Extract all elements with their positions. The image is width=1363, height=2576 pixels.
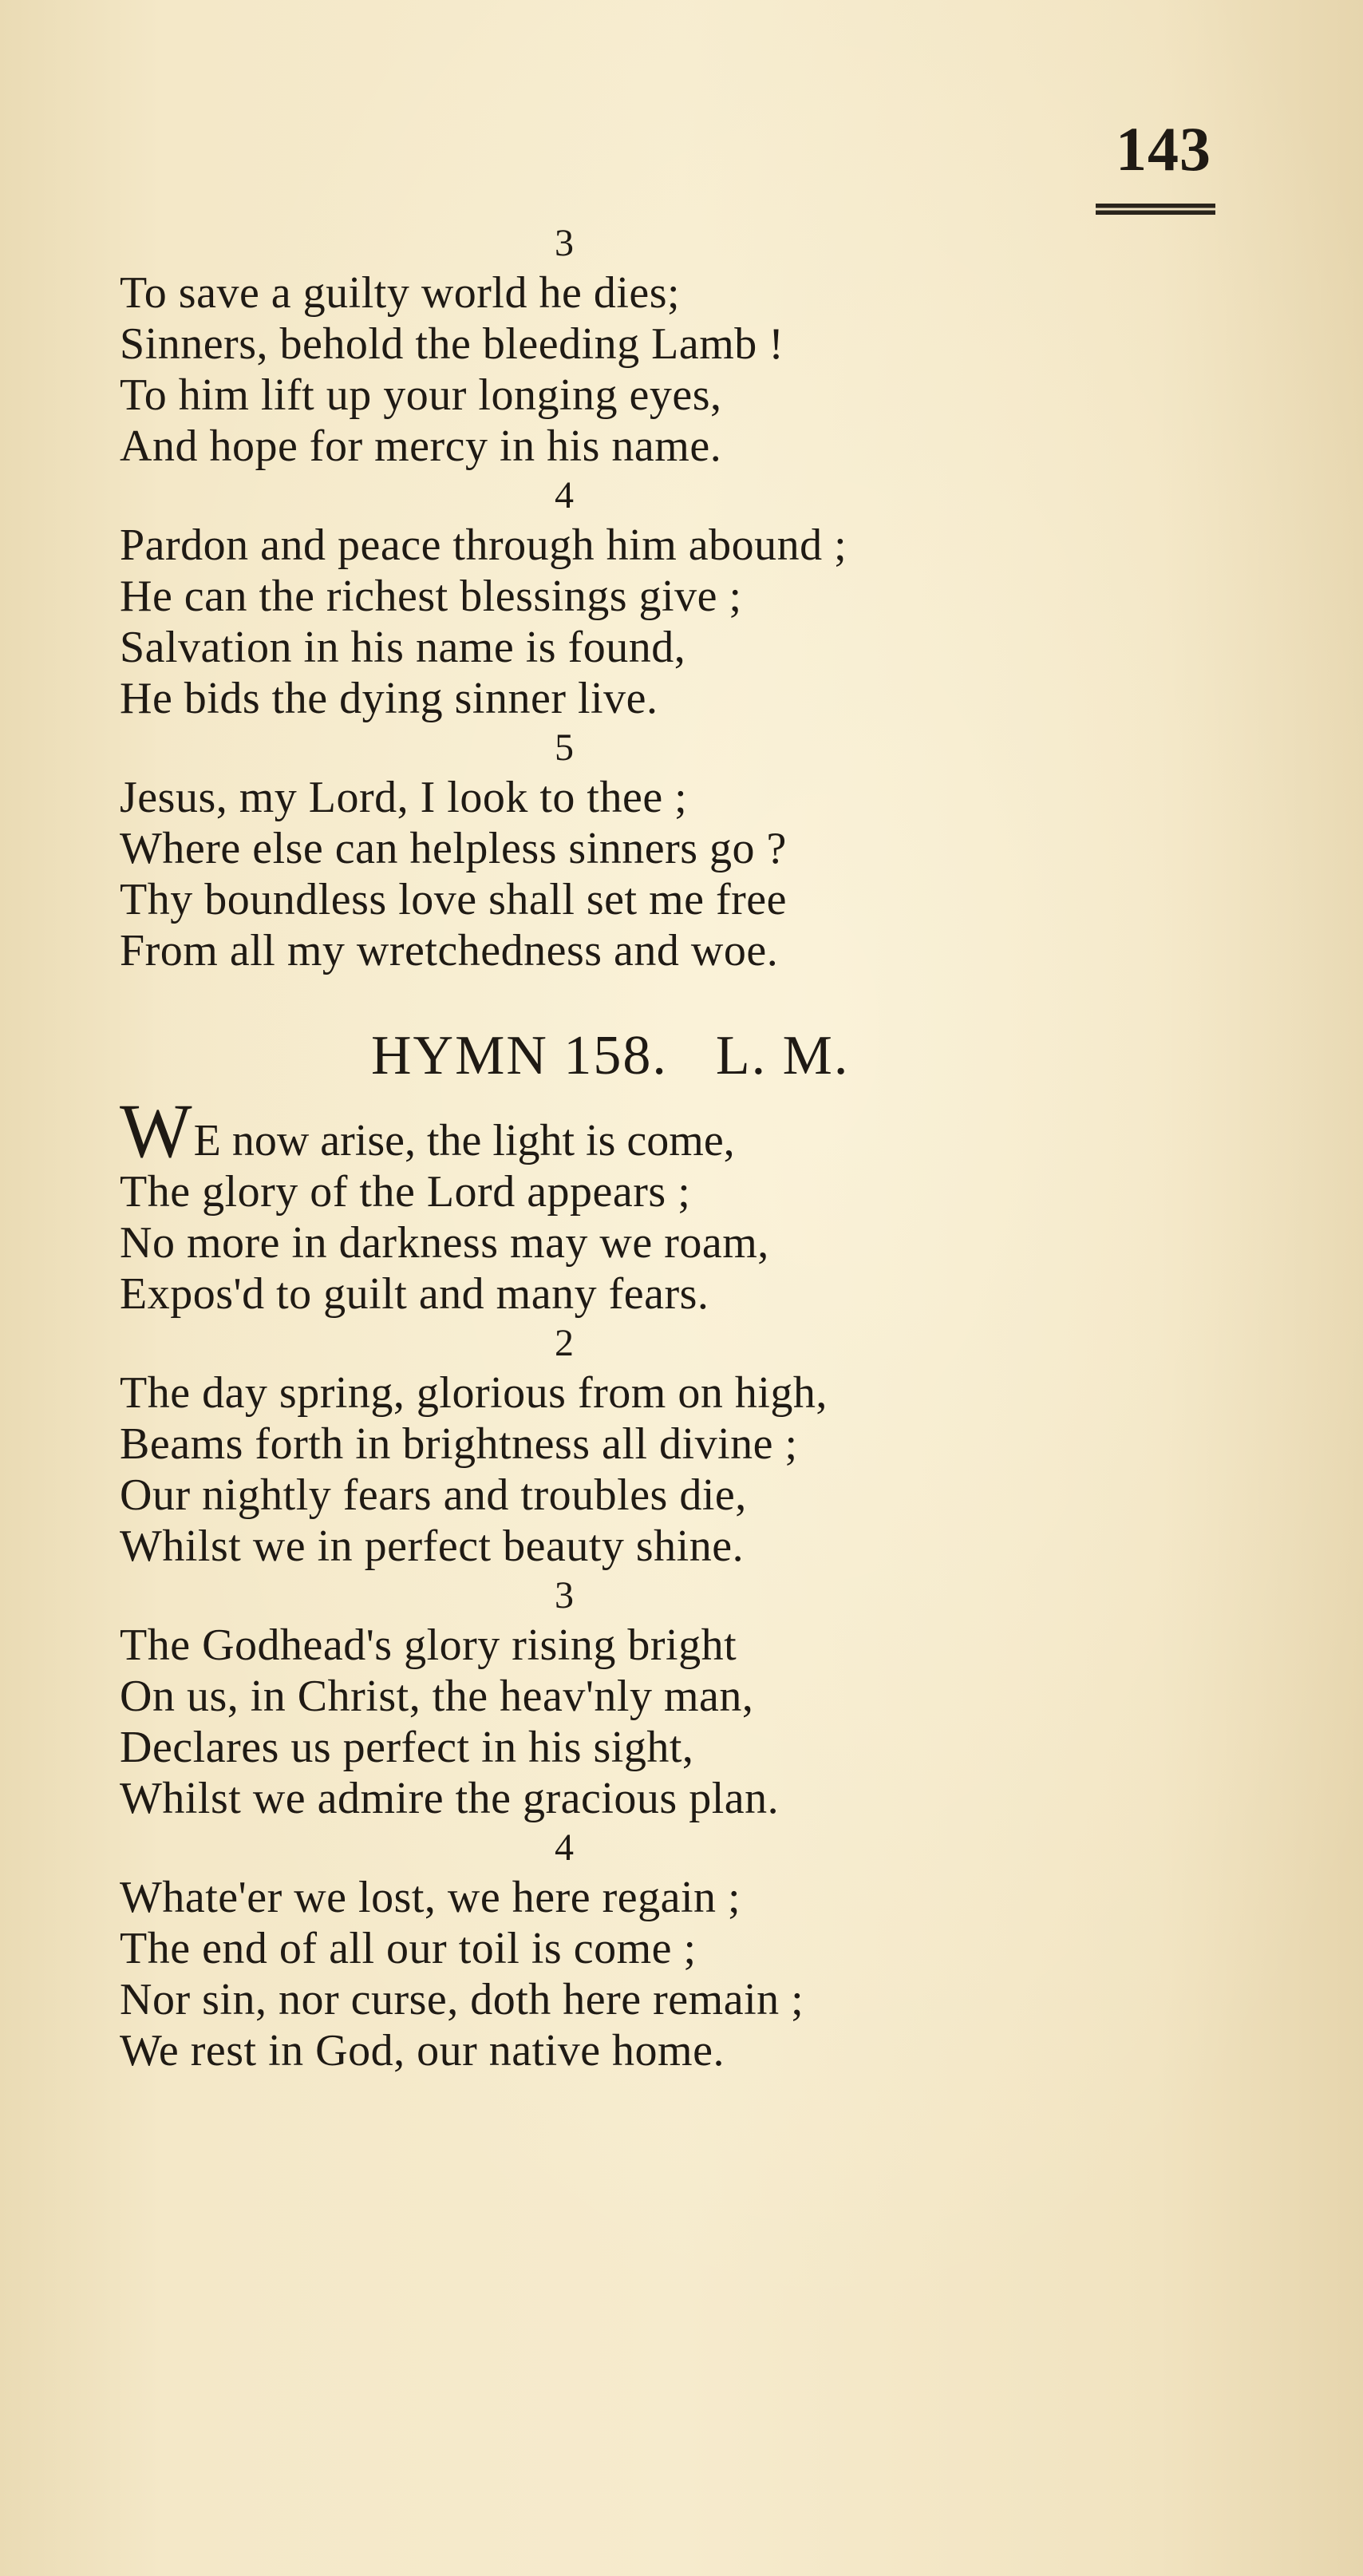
stanza-number: 3 [555, 1574, 574, 1616]
verse-line: Thy boundless love shall set me free [120, 875, 788, 924]
stanza [120, 724, 1045, 976]
page-number: 143 [1116, 114, 1211, 184]
verse-line: From all my wretchedness and woe. [120, 926, 779, 975]
stanza [120, 1088, 1045, 1320]
verse-line: Whilst we in perfect beauty shine. [120, 1521, 745, 1571]
hymn-title: HYMN 158. [371, 1025, 668, 1086]
verse-line: On us, in Christ, the heav'nly man, [120, 1672, 754, 1721]
stanza [120, 1824, 1045, 2076]
verse-line: Expos'd to guilt and many fears. [120, 1269, 709, 1319]
verse-line: We rest in God, our native home. [120, 2026, 725, 2075]
verse-line [120, 1088, 1045, 1173]
verse-line: Declares us perfect in his sight, [120, 1723, 694, 1772]
verse-line: Our nightly fears and troubles die, [120, 1470, 747, 1520]
verse-line: The end of all our toil is come ; [120, 1924, 697, 1973]
stanza-number: 4 [555, 1826, 574, 1869]
verse-line: To him lift up your longing eyes, [120, 370, 722, 420]
verse-line: Beams forth in brightness all divine ; [120, 1419, 798, 1469]
verse-line: Sinners, behold the bleeding Lamb ! [120, 319, 784, 369]
verse-line: The glory of the Lord appears ; [120, 1167, 691, 1217]
header-rule [1096, 204, 1215, 215]
drop-cap: W [120, 1088, 192, 1173]
verse-line: Pardon and peace through him abound ; [120, 520, 847, 570]
verse-line: He can the richest blessings give ; [120, 572, 742, 621]
stanza [120, 220, 1045, 472]
verse-line: Salvation in his name is found, [120, 623, 686, 672]
verse-line: Where else can helpless sinners go ? [120, 824, 787, 873]
verse-line: The day spring, glorious from on high, [120, 1368, 828, 1418]
verse-line: Nor sin, nor curse, doth here remain ; [120, 1975, 804, 2024]
verse-line: And hope for mercy in his name. [120, 421, 722, 471]
verse-line: The Godhead's glory rising bright [120, 1620, 737, 1670]
verse-line: He bids the dying sinner live. [120, 674, 658, 723]
page-content [120, 220, 1045, 2076]
verse-line: Whilst we admire the gracious plan. [120, 1774, 780, 1823]
verse-line: No more in darkness may we roam, [120, 1218, 769, 1268]
stanza-number: 4 [555, 474, 574, 516]
verse-line: Whate'er we lost, we here regain ; [120, 1873, 741, 1922]
stanza-number: 2 [555, 1322, 574, 1364]
verse-line: To save a guilty world he dies; [120, 268, 681, 318]
stanza [120, 472, 1045, 724]
stanza-number: 3 [555, 222, 574, 264]
verse-line: Jesus, my Lord, I look to thee ; [120, 773, 688, 822]
stanza [120, 1572, 1045, 1824]
hymn-meter: L. M. [715, 1025, 850, 1086]
first-line-text: E now arise, the light is come, [193, 1116, 735, 1165]
stanza [120, 1320, 1045, 1572]
hymn-heading [371, 1024, 1045, 1088]
stanza-number: 5 [555, 726, 574, 769]
